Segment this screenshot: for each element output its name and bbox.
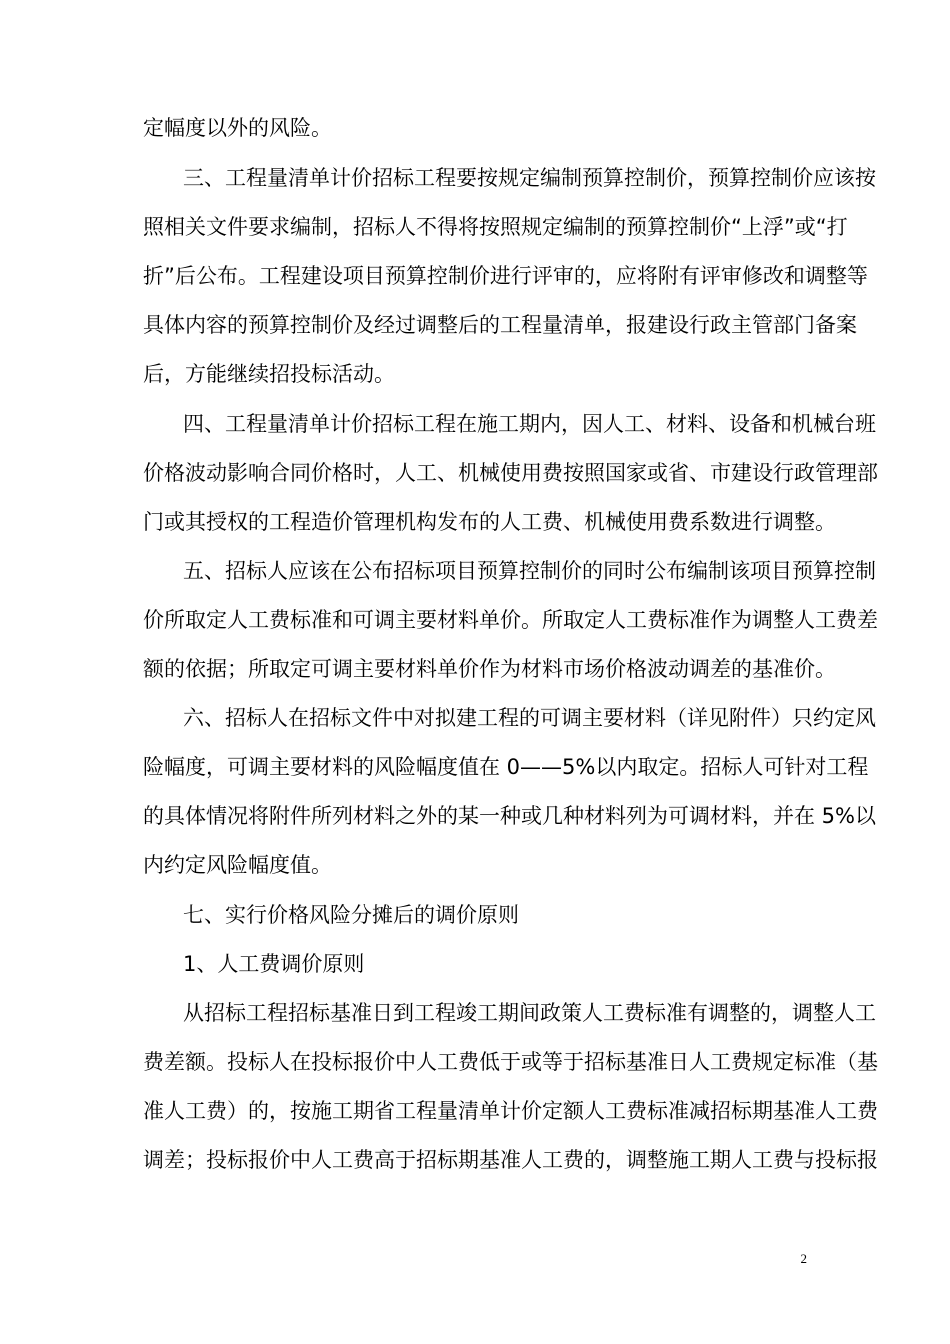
- text-line: 险幅度，可调主要材料的风险幅度值在 0——5%以内取定。招标人可针对工程: [143, 755, 869, 779]
- text-line: 照相关文件要求编制，招标人不得将按照规定编制的预算控制价“上浮”或“打: [143, 215, 848, 239]
- text-line: 后，方能继续招投标活动。: [143, 362, 395, 386]
- text-line: 价所取定人工费标准和可调主要材料单价。所取定人工费标准作为调整人工费差: [143, 608, 878, 632]
- text-line: 三、工程量清单计价招标工程要按规定编制预算控制价，预算控制价应该按: [183, 166, 876, 190]
- text-line: 四、工程量清单计价招标工程在施工期内，因人工、材料、设备和机械台班: [183, 412, 876, 436]
- text-line: 内约定风险幅度值。: [143, 853, 332, 877]
- text-line: 的具体情况将附件所列材料之外的某一种或几种材料列为可调材料，并在 5%以: [143, 804, 876, 828]
- page-number: 2: [800, 1251, 807, 1266]
- text-line: 调差；投标报价中人工费高于招标期基准人工费的，调整施工期人工费与投标报: [143, 1148, 878, 1172]
- section-heading: 七、实行价格风险分摊后的调价原则: [183, 903, 519, 927]
- text-line: 额的依据；所取定可调主要材料单价作为材料市场价格波动调差的基准价。: [143, 657, 836, 681]
- text-line: 六、招标人在招标文件中对拟建工程的可调主要材料（详见附件）只约定风: [183, 706, 876, 730]
- text-line: 具体内容的预算控制价及经过调整后的工程量清单，报建设行政主管部门备案: [143, 313, 857, 337]
- text-line: 门或其授权的工程造价管理机构发布的人工费、机械使用费系数进行调整。: [143, 510, 836, 534]
- text-line: 从招标工程招标基准日到工程竣工期间政策人工费标准有调整的，调整人工: [183, 1001, 876, 1025]
- text-line: 价格波动影响合同价格时，人工、机械使用费按照国家或省、市建设行政管理部: [143, 461, 878, 485]
- text-line: 准人工费）的，按施工期省工程量清单计价定额人工费标准减招标期基准人工费: [143, 1099, 878, 1123]
- text-line: 五、招标人应该在公布招标项目预算控制价的同时公布编制该项目预算控制: [183, 559, 876, 583]
- text-line: 折”后公布。工程建设项目预算控制价进行评审的，应将附有评审修改和调整等: [143, 264, 868, 288]
- subsection-heading: 1、人工费调价原则: [183, 952, 365, 976]
- text-line: 费差额。投标人在投标报价中人工费低于或等于招标基准日人工费规定标准（基: [143, 1050, 878, 1074]
- text-line: 定幅度以外的风险。: [143, 116, 332, 140]
